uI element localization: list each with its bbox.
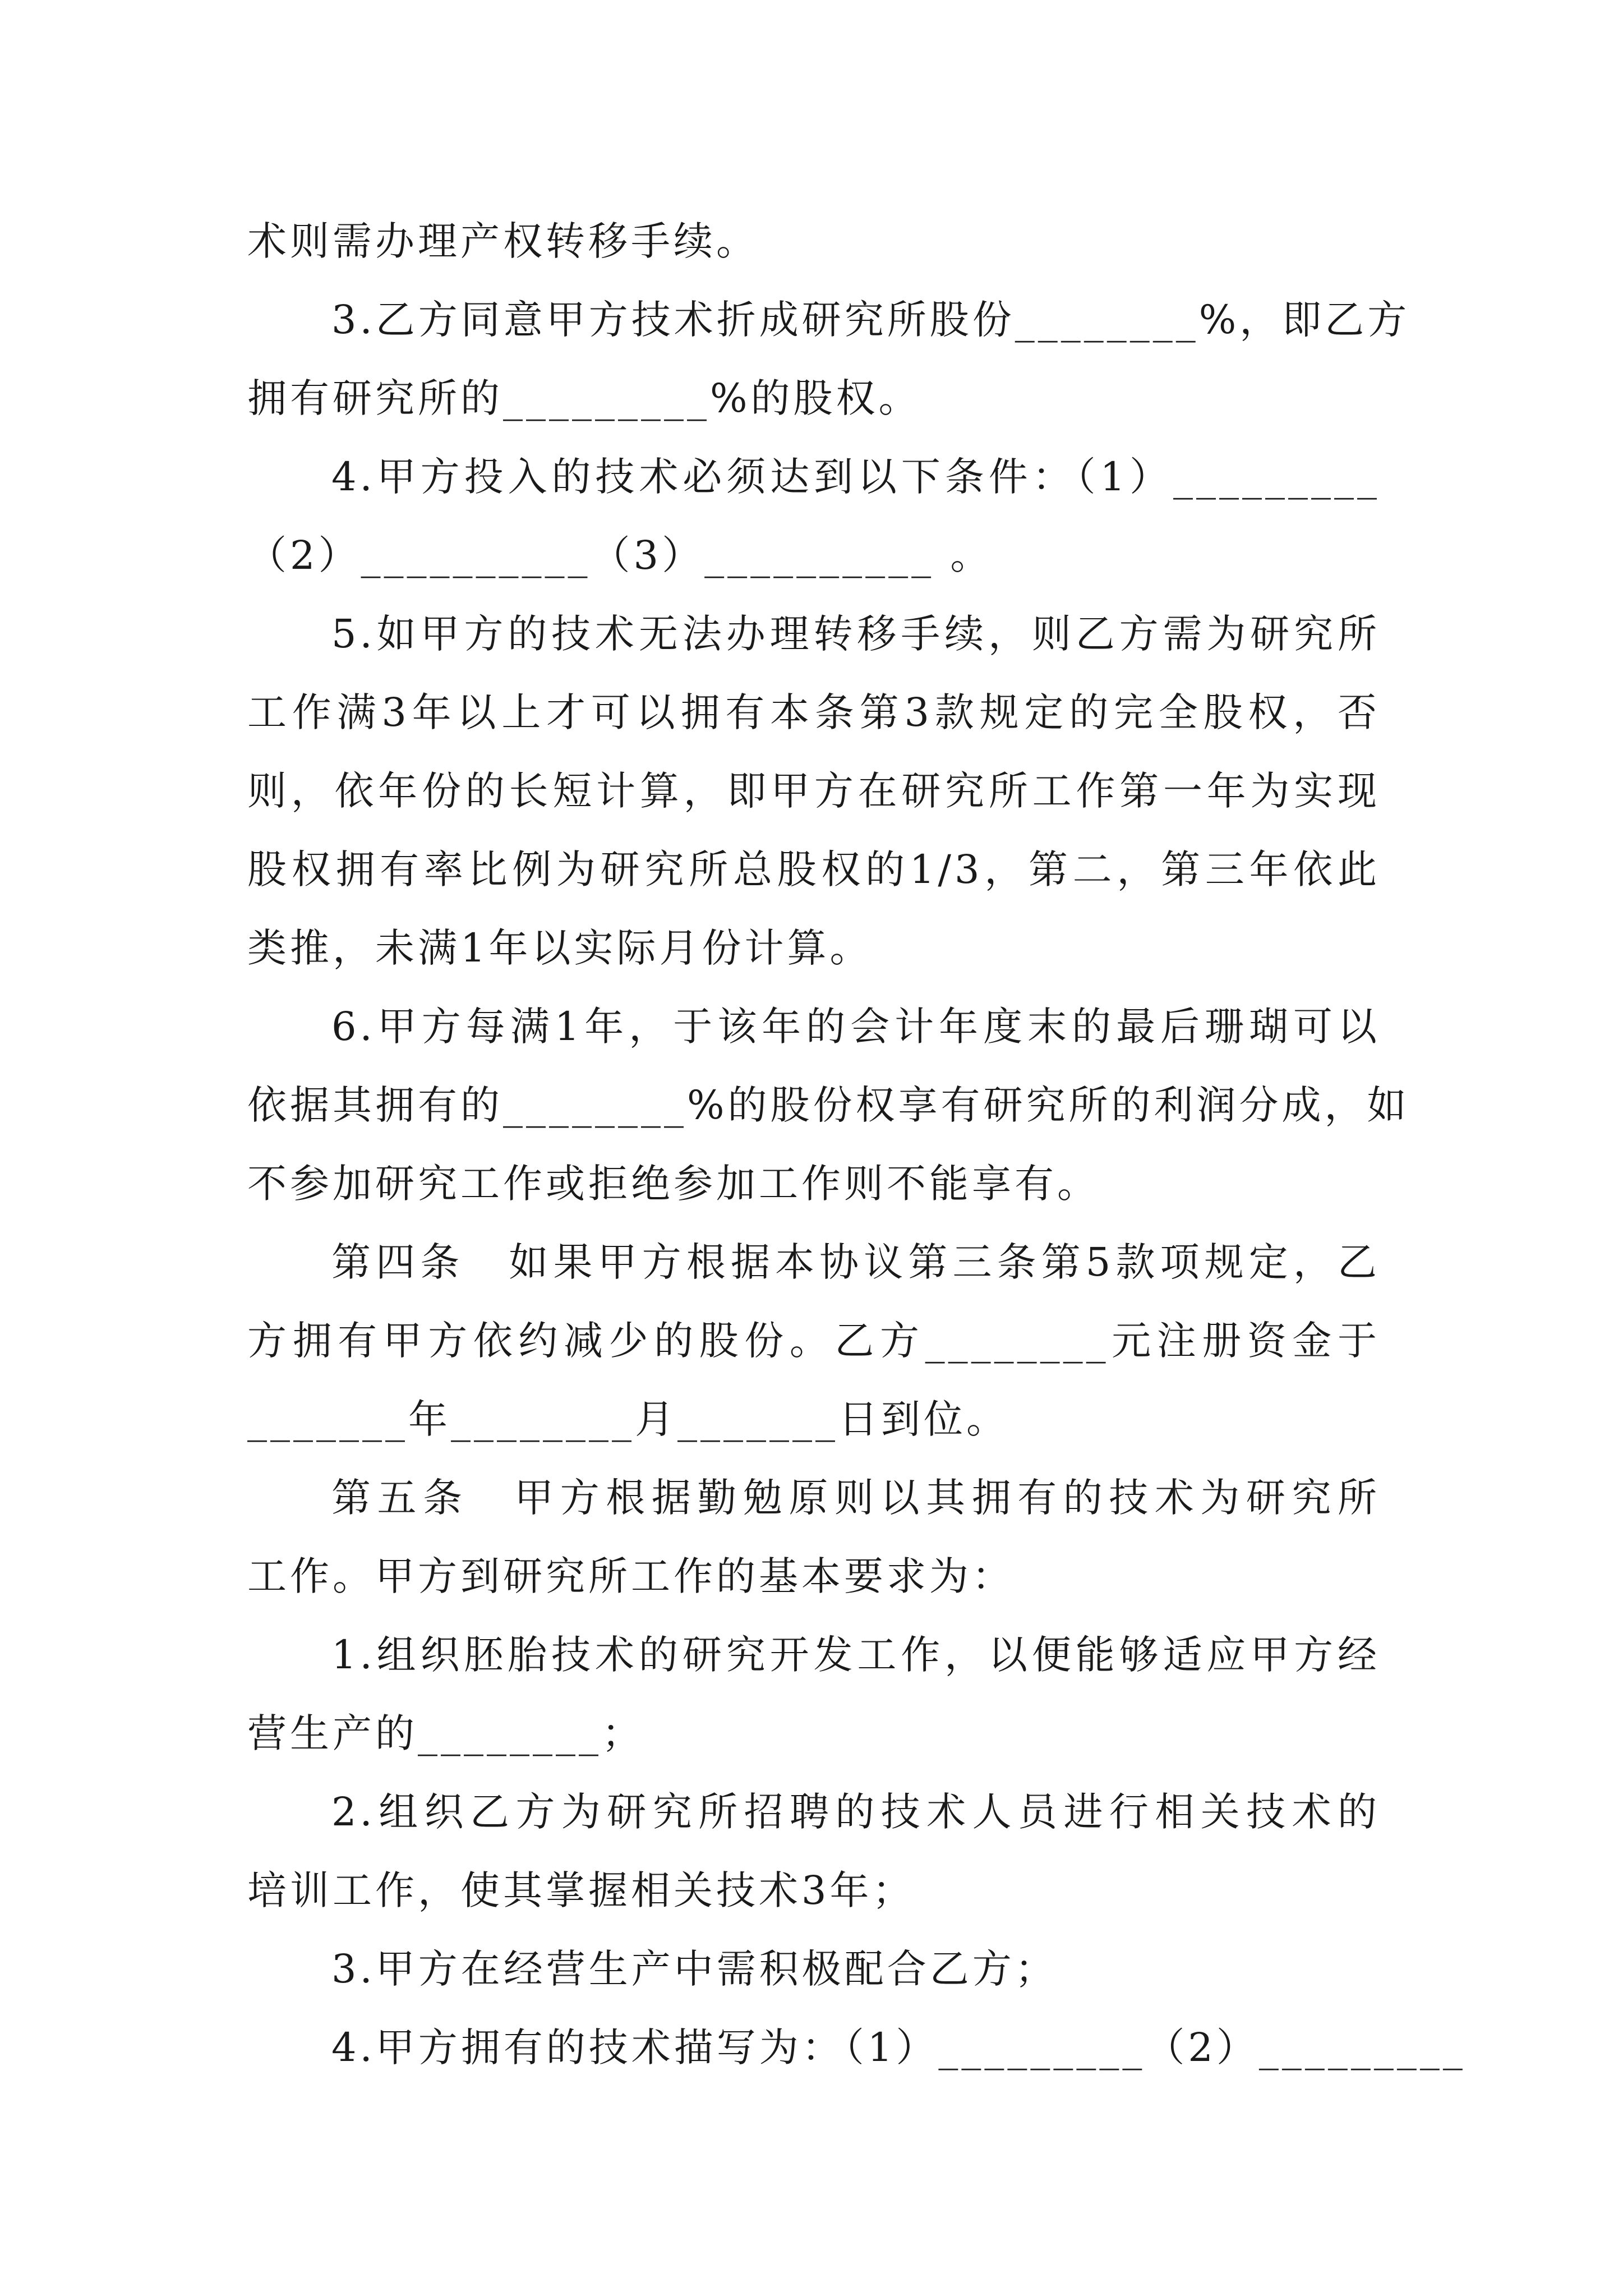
paragraph-line: 6.甲方每满1年，于该年的会计年度末的最后珊瑚可以 [331,1004,1380,1050]
paragraph-line: 1.组织胚胎技术的研究开发工作，以便能够适应甲方经 [331,1632,1380,1678]
paragraph-line: 股权拥有率比例为研究所总股权的1/3，第二，第三年依此 [247,846,1380,892]
paragraph-line: 营生产的________； [247,1710,644,1756]
paragraph-line: 不参加研究工作或拒绝参加工作则不能享有。 [247,1161,1100,1207]
paragraph-line: 第五条 甲方根据勤勉原则以其拥有的技术为研究所 [331,1475,1380,1521]
paragraph-line: 培训工作，使其掌握相关技术3年； [247,1867,915,1913]
paragraph-line: 方拥有甲方依约减少的股份。乙方________元注册资金于 [247,1318,1380,1364]
paragraph-line: 术则需办理产权转移手续。 [247,218,759,264]
paragraph-line: 依据其拥有的________%的股份权享有研究所的利润分成，如 [247,1082,1410,1128]
paragraph-line: 3.乙方同意甲方技术折成研究所股份________%，即乙方 [331,297,1410,343]
paragraph-line: 4.甲方投入的技术必须达到以下条件：（1）_________ [331,454,1380,500]
paragraph-line: 工作。甲方到研究所工作的基本要求为： [247,1553,1015,1599]
paragraph-line: 工作满3年以上才可以拥有本条第3款规定的完全股权，否 [247,689,1380,735]
paragraph-line: 类推，未满1年以实际月份计算。 [247,925,873,971]
paragraph-line: _______年________月_______日到位。 [247,1396,1009,1442]
paragraph-line: 拥有研究所的_________%的股权。 [247,375,921,421]
paragraph-line: （2）__________（3）__________ 。 [247,532,993,578]
paragraph-line: 则，依年份的长短计算，即甲方在研究所工作第一年为实现 [247,768,1380,814]
paragraph-line: 5.如甲方的技术无法办理转移手续，则乙方需为研究所 [331,611,1380,657]
paragraph-line: 2.组织乙方为研究所招聘的技术人员进行相关技术的 [331,1789,1380,1835]
document-body [247,202,1466,2087]
paragraph-line: 3.甲方在经营生产中需积极配合乙方； [331,1946,1058,1992]
paragraph-line: 第四条 如果甲方根据本协议第三条第5款项规定，乙 [331,1239,1380,1285]
paragraph-line: 4.甲方拥有的技术描写为：（1）_________（2）_________ [331,2024,1466,2070]
